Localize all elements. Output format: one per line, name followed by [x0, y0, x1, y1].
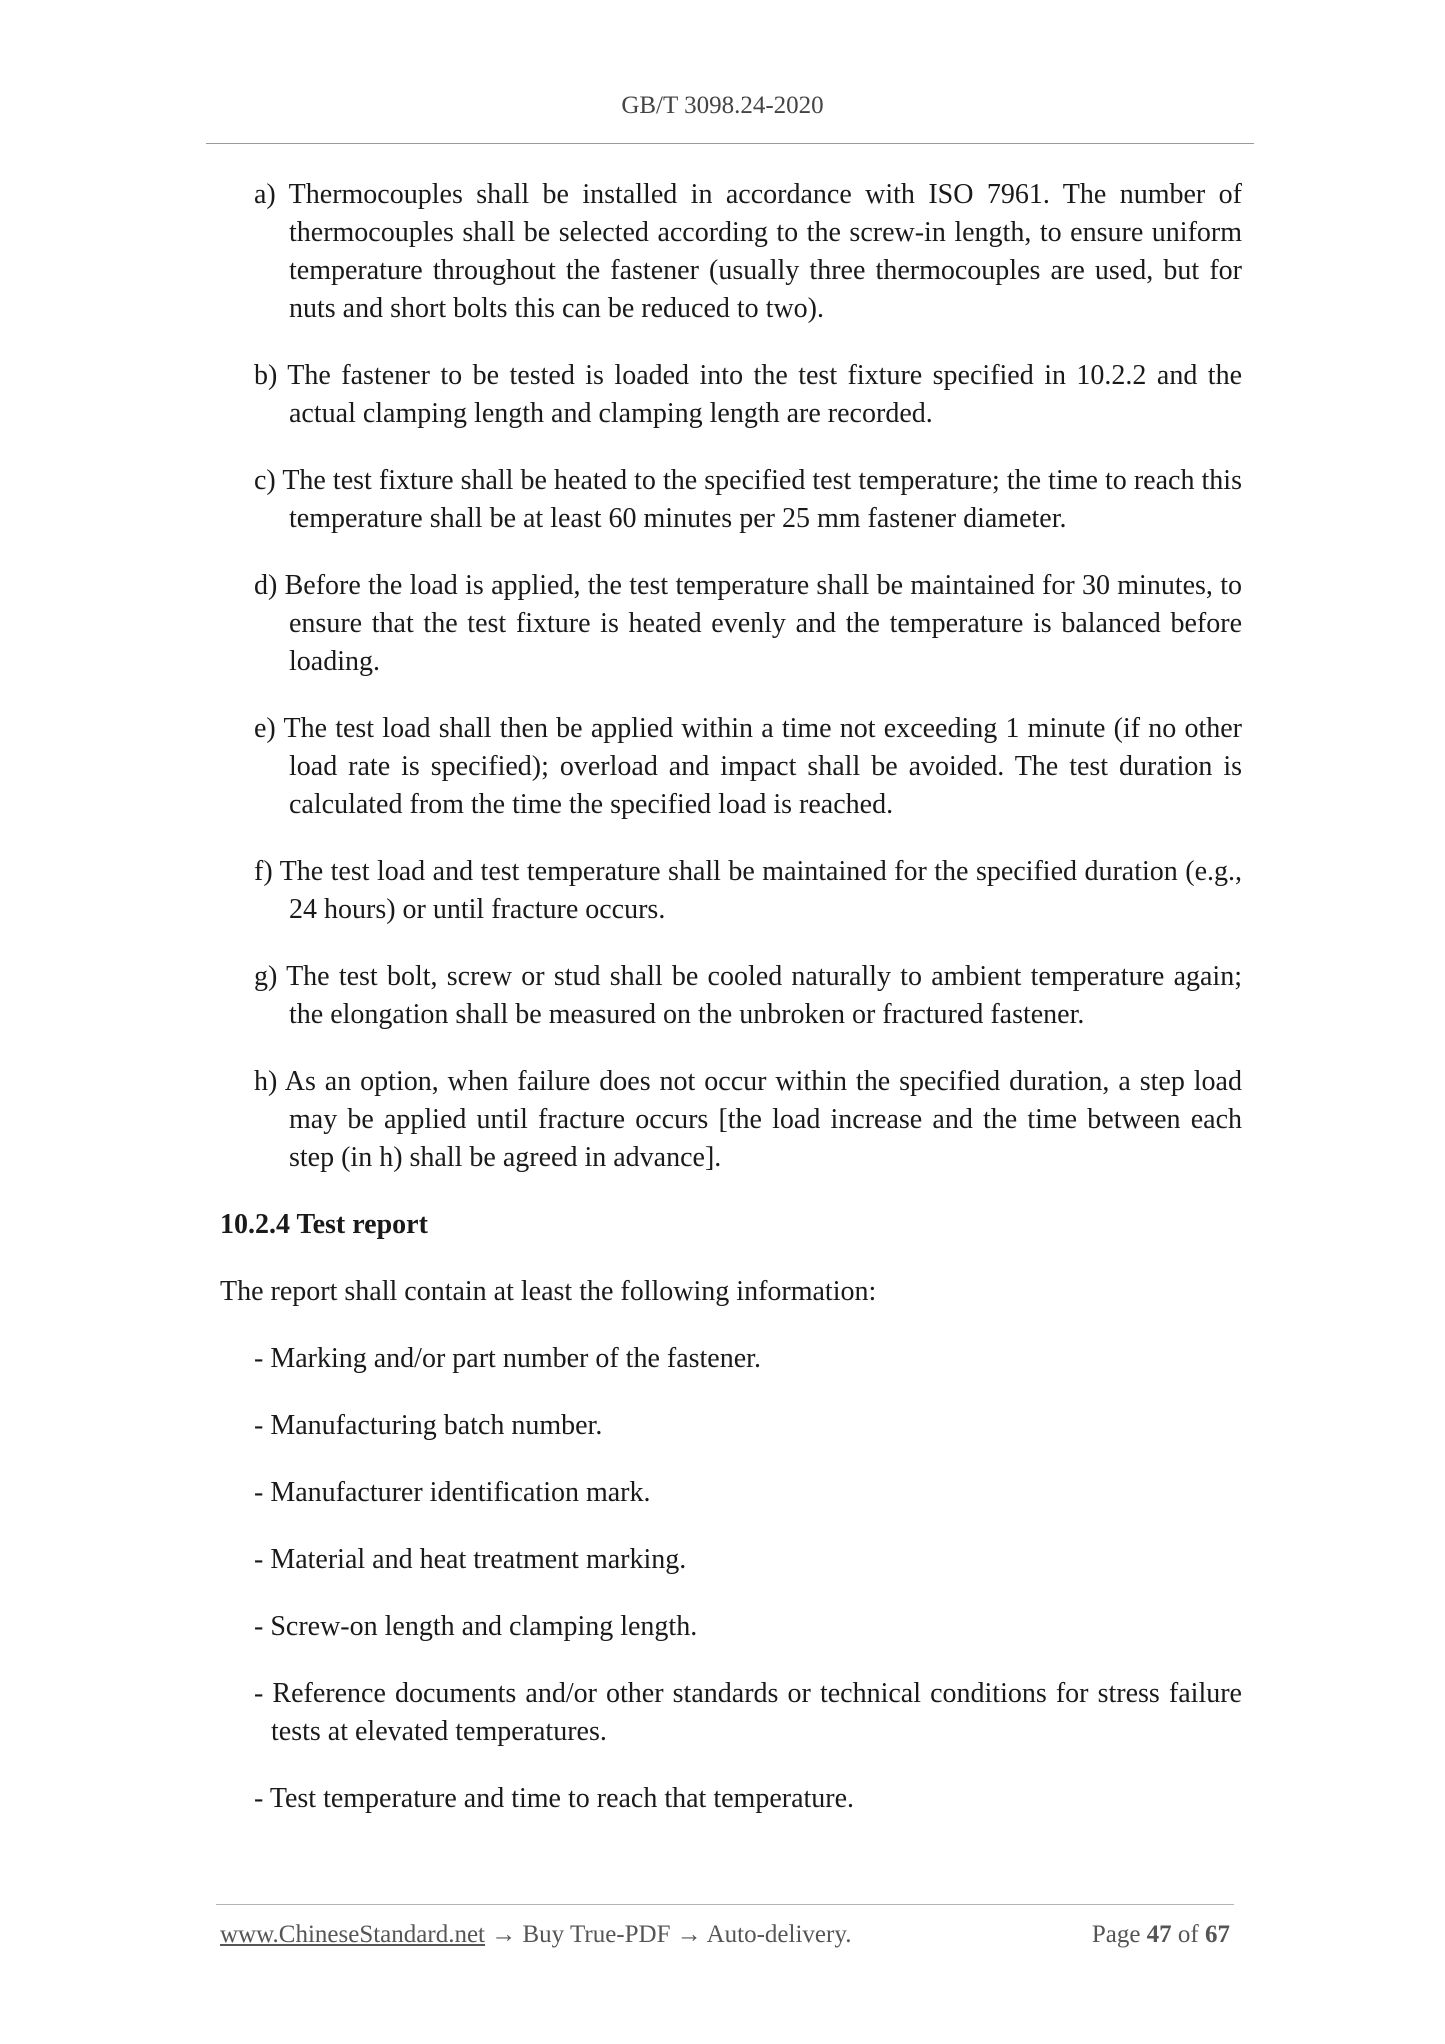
procedure-step	[254, 357, 1242, 433]
report-item: - Marking and/or part number of the fastener.	[254, 1343, 761, 1374]
procedure-step	[254, 1063, 1242, 1177]
procedure-step	[254, 176, 1242, 328]
procedure-steps-list	[220, 176, 1242, 1177]
step-marker: c)	[254, 465, 276, 496]
step-marker: d)	[254, 570, 278, 601]
step-text: The test load and test temperature shall be maintained for the specified duration (e.g., 24 hours) or until fracture occurs.	[279, 856, 1242, 925]
page-total: 67	[1205, 1921, 1230, 1948]
of-label: of	[1177, 1921, 1199, 1948]
report-item: - Reference documents and/or other standards or technical conditions for stress failure tests at elevated temperatures.	[254, 1678, 1242, 1747]
step-marker: b)	[254, 360, 278, 391]
page-header	[0, 92, 1445, 120]
footer-divider	[216, 1904, 1234, 1905]
step-text: The fastener to be tested is loaded into the test fixture specified in 10.2.2 and the actual clamping length and clamping length are recorded.	[287, 360, 1242, 429]
report-item: - Test temperature and time to reach that temperature.	[254, 1783, 855, 1814]
procedure-step	[254, 567, 1242, 681]
website-link[interactable]: www.ChineseStandard.net	[220, 1921, 485, 1948]
step-text: Thermocouples shall be installed in accordance with ISO 7961. The number of thermocouples shall be selected according to the screw-in length, to ensure uniform temperature throughout the fastener (usually three thermocouples are used, but for nuts and short bolts this can be reduced to two).	[288, 179, 1242, 324]
report-item: - Material and heat treatment marking.	[254, 1544, 687, 1575]
step-text: As an option, when failure does not occur within the specified duration, a step load may be applied until fracture occurs [the load increase and the time between each step (in h) shall be agreed in advance].	[284, 1066, 1242, 1173]
step-marker: g)	[254, 961, 278, 992]
step-text: The test fixture shall be heated to the specified test temperature; the time to reach this temperature shall be at least 60 minutes per 25 mm fastener diameter.	[282, 465, 1242, 534]
step-text: The test bolt, screw or stud shall be cooled naturally to ambient temperature again; the elongation shall be measured on the unbroken or fractured fastener.	[286, 961, 1242, 1030]
step-marker: a)	[254, 179, 276, 210]
page-current: 47	[1146, 1921, 1172, 1948]
procedure-step	[254, 710, 1242, 824]
procedure-step	[254, 853, 1242, 929]
procedure-step	[254, 462, 1242, 538]
header-divider	[206, 143, 1254, 144]
footer-promo	[220, 1921, 851, 1949]
footer-promo-text: → Buy True-PDF → Auto-delivery.	[485, 1921, 852, 1948]
page-label: Page	[1091, 1921, 1141, 1948]
procedure-step	[254, 958, 1242, 1034]
step-marker: e)	[254, 713, 276, 744]
report-item: - Manufacturing batch number.	[254, 1410, 603, 1441]
step-marker: f)	[254, 856, 273, 887]
step-text: The test load shall then be applied within a time not exceeding 1 minute (if no other load rate is specified); overload and impact shall be avoided. The test duration is calculated from the time the specified load is reached.	[283, 713, 1242, 820]
document-id: GB/T 3098.24-2020	[621, 92, 824, 119]
report-item: - Screw-on length and clamping length.	[254, 1611, 698, 1642]
section-heading: 10.2.4 Test report	[220, 1209, 428, 1240]
step-text: Before the load is applied, the test temperature shall be maintained for 30 minutes, to ensure that the test fixture is heated evenly and the temperature is balanced before loading.	[284, 570, 1242, 677]
page-body	[220, 176, 1242, 1847]
report-items-list	[220, 1340, 1242, 1818]
section-intro: The report shall contain at least the following information:	[220, 1276, 877, 1307]
page-indicator	[1092, 1921, 1230, 1949]
step-marker: h)	[254, 1066, 278, 1097]
report-item: - Manufacturer identification mark.	[254, 1477, 651, 1508]
